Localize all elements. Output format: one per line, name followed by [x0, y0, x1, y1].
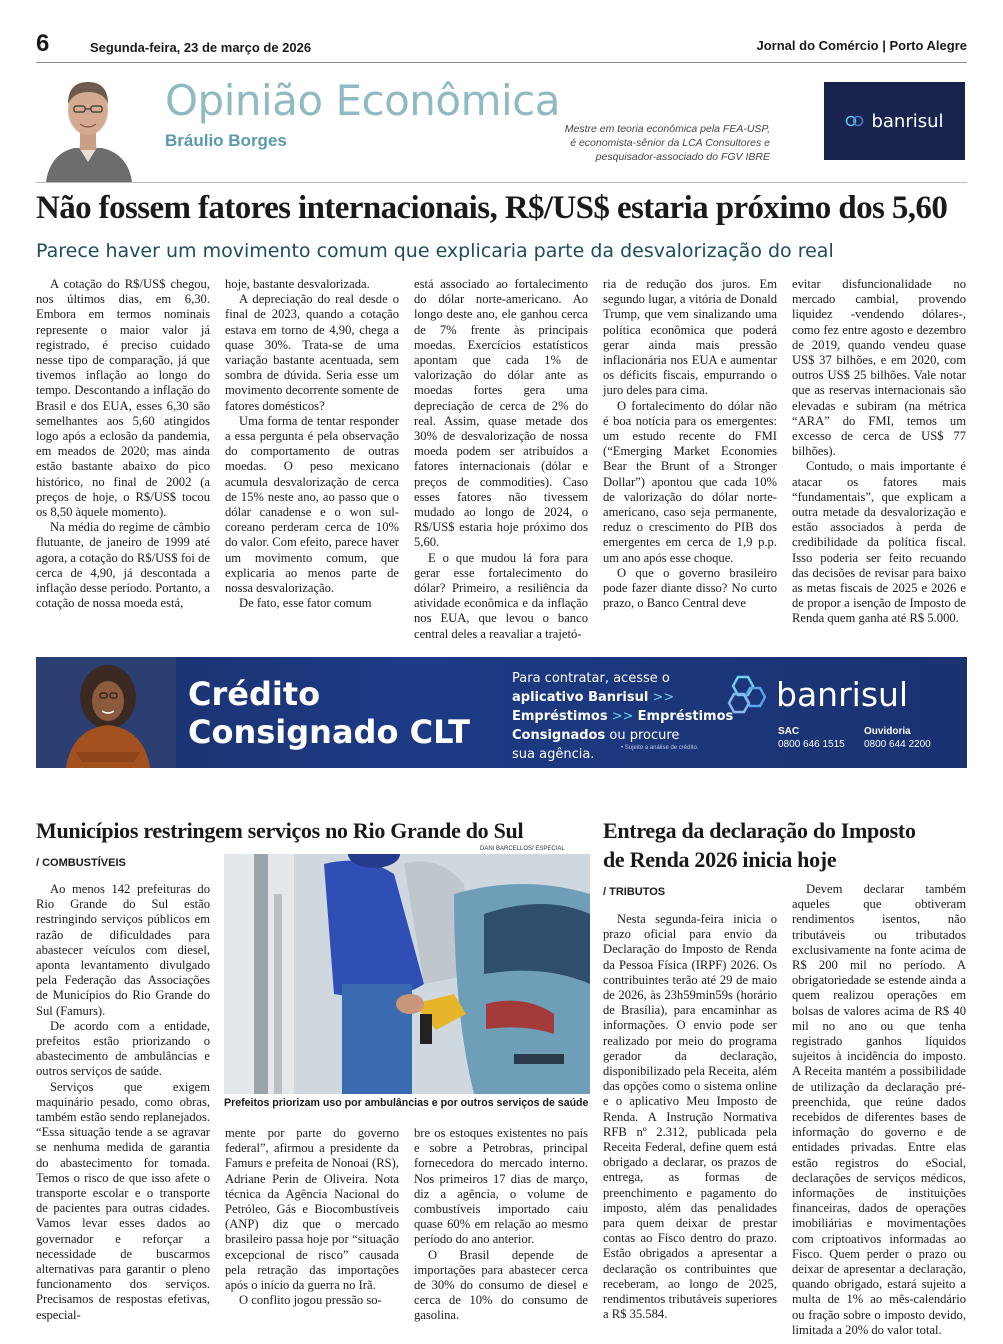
paragraph: O conflito jogou pressão so- — [239, 1293, 382, 1308]
ad-text-menu: Consignados — [512, 728, 606, 743]
article-2-col-1 — [36, 882, 210, 1323]
paragraph: O que o governo brasileiro pode fazer diante disso? No curto prazo, o Banco Central deve — [603, 565, 777, 611]
sponsor-logo-text: banrisul — [871, 110, 944, 132]
main-headline: Não fossem fatores internacionais, R$/US$ estaria próximo dos 5,60 — [36, 190, 948, 226]
ad-sac-number[interactable]: 0800 646 1515 — [778, 739, 845, 750]
paragraph: está associado ao fortalecimento do dólar norte-americano. Ao longo deste ano, ele ganhou cerca de 7% frente às principais moedas. Exercícios estatísticos apontam que cada 1% de valorização do dólar ante as moedas fortes gera uma depreciação de cerca de 2% do real. Assim, quase metade dos 30% de desvalorização de nossa moeda podem ser atribuídos a fatores internacionais (dólar e preços de commodities). Caso esses fatores não tivessem mudado ao longo de 2024, o R$/US$ estaria hoje próximo dos 5,60. — [414, 277, 588, 550]
paragraph: Na média do regime de câmbio flutuante, de janeiro de 1999 até agora, a cotação do R$/US$ foi de cerca de 4,90, já descontada a inflação desse período. Portanto, a cotação de nossa moeda está, — [36, 520, 210, 611]
main-article-col-5 — [792, 277, 966, 627]
page-date: Segunda-feira, 23 de março de 2026 — [90, 40, 312, 55]
banrisul-hex-icon — [726, 675, 770, 715]
main-article-col-2 — [225, 277, 399, 611]
ad-sac-label: SAC — [778, 726, 800, 737]
main-article-col-1 — [36, 277, 210, 611]
ad-ouvidoria-label: Ouvidoria — [864, 726, 911, 737]
banrisul-logo-icon — [845, 114, 865, 128]
banrisul-ad[interactable] — [36, 657, 967, 768]
author-portrait — [38, 70, 138, 182]
paragraph: De fato, esse fator comum — [239, 596, 372, 611]
paragraph: hoje, bastante desvalorizada. — [225, 277, 370, 291]
ad-title — [188, 675, 470, 751]
ad-title-line-1: Crédito — [188, 675, 321, 713]
paragraph: A cotação do R$/US$ chegou, nos últimos dias, em 6,30. Embora em termos nominais represente o maior valor já registrado, é preciso cuidado nesse tipo de comparação, já que tivemos inflação ao longo do tempo. Descontando a inflação do Brasil e dos EUA, esses 6,30 são semelhantes aos 5,60 atingidos logo após a eclosão da pandemia, em meados de 2020; mas ainda estão bastante abaixo do pico histórico, no final de 2002 (a preços de hoje, o R$/US$ tocou os 8,50 àquele momento). — [36, 277, 210, 520]
ad-disclaimer: • Sujeito a análise de crédito. — [621, 745, 699, 751]
article-3-col-2 — [792, 882, 966, 1338]
ad-ouvidoria — [864, 725, 931, 751]
ad-logo-text: banrisul — [776, 675, 909, 714]
ad-text-menu: Empréstimos — [512, 709, 608, 724]
paragraph: Uma forma de tentar responder a essa pergunta é pela observação do comportamento de outras moedas. O peso mexicano acumula desvalorização de cerca de 15% neste ano, ao passo que o dólar canadense e o won sul-coreano perderam cerca de 10% do valor. Com efeito, parece haver um movimento comum, que explicaria ao menos parte de nossa desvalorização. — [225, 413, 399, 596]
ad-text-line: ou procure — [609, 728, 680, 743]
ad-sac — [778, 725, 845, 751]
paragraph: O Brasil depende de importações para abastecer cerca de 30% do consumo de diesel e cerca de 10% do consumo de gasolina. — [414, 1247, 588, 1323]
paragraph: De acordo com a entidade, prefeitos estão priorizando o abastecimento de ambulâncias e outros serviços de saúde. — [36, 1018, 210, 1079]
ad-title-line-2: Consignado CLT — [188, 713, 470, 751]
paragraph: evitar disfuncionalidade no mercado cambial, provendo liquidez -vendendo dólares-, como fez entre agosto e dezembro de 2019, quando vendeu quase US$ 37 bilhões, e em 2020, com outros US$ 25 bilhões. Vale notar que as reservas internacionais são elevadas e subiram (na métrica “ARA” do FMI, temos um excesso de cerca de US$ 77 bilhões). — [792, 277, 966, 459]
paragraph: Devem declarar também aqueles que obtiveram rendimentos isentos, não tributáveis ou tributados exclusivamente na fonte acima de R$ 200 mil no período. A obrigatoriedade se estende ainda a quem realizou operações em bolsas de valores acima de R$ 40 mil no ano ou que tenha registrado ganhos líquidos sujeitos à incidência do imposto. A Receita mantém a possibilidade de utilização da declaração pré-preenchida, que reúne dados recebidos de diferentes bases de informação do governo e de entidades privadas. Entre elas estão registros do eSocial, declarações de serviços médicos, informações de instituições financeiras, dados de operações imobiliárias e movimentações com criptoativos informadas ao Fisco. Quem perder o prazo ou deixar de apresentar a declaração, quando obrigado, estará sujeito a multa de 1% ao mês-calendário ou fração sobre o imposto devido, limitada a 20% do valor total. — [792, 882, 966, 1337]
article-3-headline-line-2: de Renda 2026 inicia hoje — [603, 847, 837, 872]
ad-arrow: >> — [652, 690, 675, 705]
paragraph: ria de redução dos juros. Em segundo lugar, a vitória de Donald Trump, que vem sinalizando uma política econômica que poderá gerar ainda mais pressão inflacionária nos EUA e aumentar os déficits fiscais, empurrando o juro deles para cima. — [603, 277, 777, 398]
article-3-tag: / TRIBUTOS — [603, 886, 666, 898]
publication-name: Jornal do Comércio | Porto Alegre — [756, 38, 967, 53]
paragraph: Serviços que exigem maquinário pesado, como obras, também estão sendo replanejados. “Essa situação tende a se agravar se nenhuma medida de garantia do abastecimento for tomada. Temos o risco de que isso afete o transporte escolar e o transporte de pacientes para outras cidades. Vamos levar esses dados ao governador e reforçar a necessidade de buscarmos alternativas para garantir o pleno funcionamento dos serviços. Precisamos de respostas efetivas, especial- — [36, 1079, 210, 1322]
paragraph: bre os estoques existentes no país e sobre a Petrobras, principal fornecedora do mercado interno. Nos primeiros 17 dias de março, diz a agência, o volume de combustíveis importado caiu quase 60% em relação ao mesmo período do ano anterior. — [414, 1126, 588, 1247]
paragraph: Contudo, o mais importante é atacar os fatores mais “fundamentais”, que explicam a outra metade da desvalorização e estão associados à perda de credibilidade da política fiscal. Isso poderia ser feito recuando das decisões de revisar para baixo as metas fiscais de 2025 e 2026 e de propor a isenção de Imposto de Renda quem ganha até R$ 5.000. — [792, 459, 966, 626]
paragraph: A depreciação do real desde o final de 2023, quando a cotação estava em torno de 4,90, chega a quase 30%. Trata-se de uma variação bastante acentuada, sem sombra de dúvida. Seria esse um movimento decorrente somente de fatores domésticos? — [225, 292, 399, 413]
section-title: Opinião Econômica — [165, 76, 561, 125]
article-3-col-1 — [603, 912, 777, 1322]
article-2-tag: / COMBUSTÍVEIS — [36, 857, 126, 869]
article-3-headline-line-1: Entrega da declaração do Imposto — [603, 818, 916, 843]
page-number: 6 — [36, 30, 50, 57]
ad-text-menu: Empréstimos — [637, 709, 734, 724]
ad-arrow: >> — [611, 709, 634, 724]
ad-text-line: sua agência. — [512, 747, 595, 762]
main-article-col-3 — [414, 277, 588, 642]
fuel-station-photo — [224, 854, 590, 1094]
ad-text-line: Para contratar, acesse o — [512, 671, 670, 686]
article-2-col-2 — [225, 1126, 399, 1308]
paragraph: O fortalecimento do dólar não é boa notícia para os emergentes: um estudo recente do FMI (“Emerging Market Economies Bear the Brunt of a Stronger Dollar”) apontou que cada 10% de valorização do dólar norte-americano, caso seja permanente, reduz o crescimento do PIB dos emergentes em cerca de 1,9 p.p. um ano após esse choque. — [603, 398, 777, 565]
author-bio: Mestre em teoria econômica pela FEA-USP, é economista-sênior da LCA Consultores e pesquisador-associado do FGV IBRE — [564, 123, 770, 163]
main-subheadline: Parece haver um movimento comum que explicaria parte da desvalorização do real — [36, 240, 834, 262]
paragraph: E o que mudou lá fora para gerar esse fortalecimento do dólar? Primeiro, a resiliência da atividade econômica e da inflação nos EUA, que levou o banco central deles a reavaliar a trajetó- — [414, 550, 588, 641]
paragraph: Nesta segunda-feira inicia o prazo oficial para envio da Declaração do Imposto de Renda da Pessoa Física (IRPF) 2026. Os contribuintes terão até 29 de maio de 2026, às 23h59min59s (horário de Brasília), para encaminhar as informações. O envio pode ser realizado por meio do programa gerador da declaração, disponibilizado pela Receita, além das opções como o sistema online e o aplicativo Meu Imposto de Renda. A Instrução Normativa RFB nº 2.312, publicada pela Receita Federal, define quem está obrigado a declarar, os prazos de entrega, as formas de preenchimento e pagamento do imposto, além das penalidades para quem deixar de prestar contas ao Fisco dentro do prazo. Estão obrigados a apresentar a declaração os contribuintes que receberam, ao longo de 2025, rendimentos tributáveis superiores a R$ 35.584. — [603, 912, 777, 1322]
photo-caption: Prefeitos priorizam uso por ambulâncias e por outros serviços de saúde — [224, 1097, 589, 1109]
photo-credit: DANI BARCELLOS/ ESPECIAL — [480, 846, 565, 852]
paragraph: mente por parte do governo federal”, afirmou a presidente da Famurs e prefeita de Nonoai (RS), Adriane Perin de Oliveira. Nota técnica da Agência Nacional do Petróleo, Gás e Biocombustíveis (ANP) diz que o mercado brasileiro passa hoje por “situação excepcional de risco” causada pela retração das importações após o início da guerra no Irã. — [225, 1126, 399, 1293]
column-divider — [36, 182, 967, 183]
paragraph: Ao menos 142 prefeituras do Rio Grande do Sul estão restringindo serviços públicos em razão de dificuldades para abastecer veículos com diesel, aponta levantamento divulgado pela Federação das Associações de Municípios do Rio Grande do Sul (Famurs). — [36, 882, 210, 1018]
ad-text-app: aplicativo Banrisul — [512, 690, 649, 705]
ad-woman-illustration — [36, 657, 176, 768]
article-3-headline — [603, 816, 916, 874]
article-2-col-3 — [414, 1126, 588, 1324]
sponsor-logo — [824, 82, 965, 160]
author-name: Bráulio Borges — [165, 131, 287, 150]
article-2-headline: Municípios restringem serviços no Rio Grande do Sul — [36, 818, 524, 843]
header-divider — [36, 62, 967, 63]
ad-ouvidoria-number[interactable]: 0800 644 2200 — [864, 739, 931, 750]
main-article-col-4 — [603, 277, 777, 611]
